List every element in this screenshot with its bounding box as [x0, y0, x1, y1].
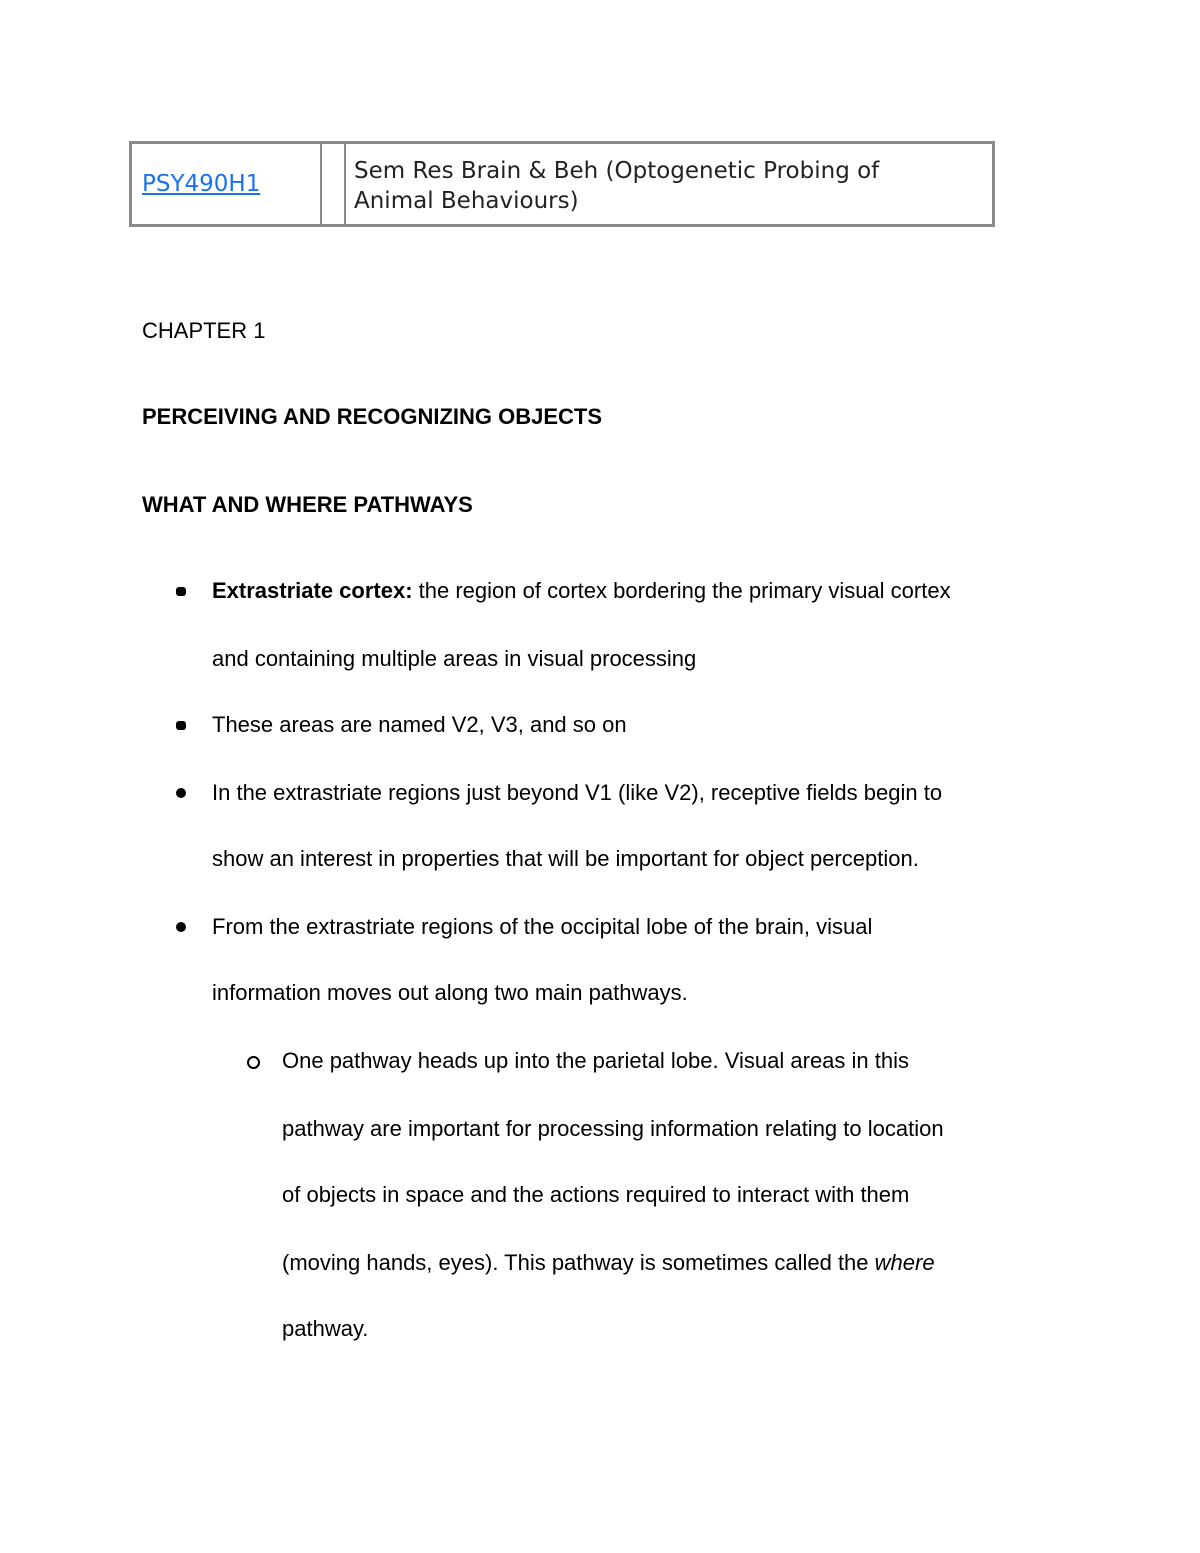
sub-list-item-line: of objects in space and the actions required to interact with them [282, 1182, 910, 1207]
list-item-line: show an interest in properties that will be important for object perception. [212, 846, 919, 871]
term-extrastriate-cortex: Extrastriate cortex: [212, 578, 413, 603]
sub-bullet-marker [247, 1056, 260, 1069]
list-item-line: information moves out along two main pathways. [212, 980, 688, 1005]
emphasis-where: where [874, 1250, 935, 1275]
course-title-cell [346, 144, 992, 224]
bullet-marker [176, 788, 186, 798]
course-code-cell [132, 144, 322, 224]
bullet-marker [176, 721, 186, 730]
course-title-line-2: Animal Behaviours) [354, 188, 579, 214]
sub-list-item-line [282, 1250, 935, 1276]
list-item-line: These areas are named V2, V3, and so on [212, 712, 627, 737]
course-title-line-1: Sem Res Brain & Beh (Optogenetic Probing of [354, 158, 880, 184]
definition-text: the region of cortex bordering the primary visual cortex [412, 578, 951, 603]
subsection-heading: WHAT AND WHERE PATHWAYS [142, 492, 473, 517]
chapter-label: CHAPTER 1 [142, 318, 266, 343]
course-code-link[interactable]: PSY490H1 [142, 171, 261, 197]
sentence-text: (moving hands, eyes). This pathway is sometimes called the [282, 1250, 875, 1275]
course-header-table [129, 141, 995, 227]
sub-list-item-line: pathway. [282, 1316, 369, 1341]
sub-list-item-line: One pathway heads up into the parietal lobe. Visual areas in this [282, 1048, 909, 1073]
section-heading: PERCEIVING AND RECOGNIZING OBJECTS [142, 404, 603, 429]
list-item-line: From the extrastriate regions of the occipital lobe of the brain, visual [212, 914, 873, 939]
list-item-line: and containing multiple areas in visual processing [212, 646, 697, 671]
list-item-line: In the extrastriate regions just beyond V1 (like V2), receptive fields begin to [212, 780, 943, 805]
spacer-cell [322, 144, 346, 224]
bullet-marker [176, 587, 186, 596]
bullet-marker [176, 922, 186, 932]
sub-list-item-line: pathway are important for processing information relating to location [282, 1116, 944, 1141]
list-item-line [212, 578, 951, 604]
